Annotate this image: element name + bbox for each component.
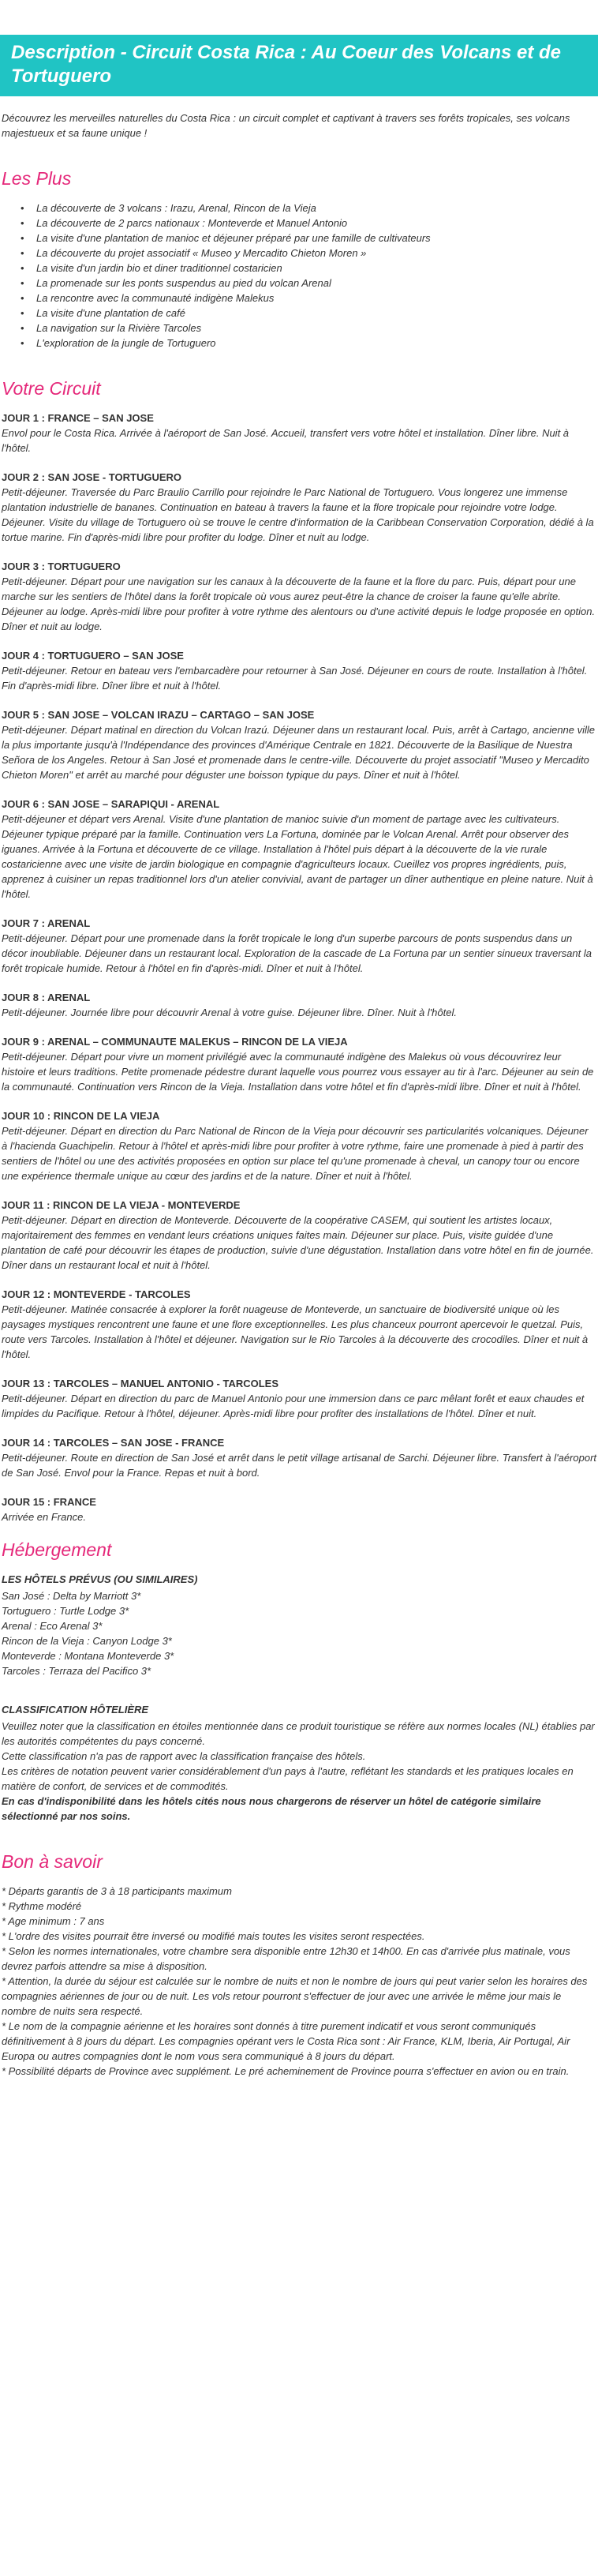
les-plus-item <box>21 276 596 291</box>
itinerary-day <box>2 411 596 456</box>
bon-a-savoir-list <box>2 1884 596 2079</box>
bullet-icon: • <box>21 292 24 304</box>
hotel-item: San José : Delta by Marriott 3* <box>2 1590 141 1602</box>
section-bon-a-savoir <box>2 1850 596 2079</box>
hotel-item: Tortuguero : Turtle Lodge 3* <box>2 1605 129 1617</box>
bullet-icon: • <box>21 337 24 349</box>
day-title: JOUR 9 : ARENAL – COMMUNAUTE MALEKUS – RINCON DE LA VIEJA <box>2 1036 348 1048</box>
itinerary-day <box>2 1287 596 1362</box>
day-description: Petit-déjeuner. Matinée consacrée à explorer la forêt nuageuse de Monteverde, un sanctuaire de biodiversité unique où les paysages mystiques rencontrent une faune et une flore exceptionnelles. Les plus chanceux pourront apercevoir le quetzal. Puis, route vers Tarcoles. Installation à l'hôtel et déjeuner. Navigation sur le Rio Tarcoles à la découverte des crocodiles. Dîner et nuit à l'hôtel. <box>2 1303 589 1360</box>
classification-heading: CLASSIFICATION HÔTELIÈRE <box>2 1704 149 1715</box>
classification-line: Veuillez noter que la classification en étoiles mentionnée dans ce produit touristique se réfère aux normes locales (NL) établies par les autorités compétentes du pays concerné. <box>2 1720 595 1747</box>
classification-line: Les critères de notation peuvent varier considérablement d'un pays à l'autre, reflétant les standards et les pratiques locales en matière de confort, de services et de commodités. <box>2 1765 574 1792</box>
les-plus-item <box>21 216 596 231</box>
section-heading-bon-a-savoir: Bon à savoir <box>2 1851 103 1872</box>
bon-a-savoir-item: * L'ordre des visites pourrait être inversé ou modifié mais toutes les visites seront respectées. <box>2 1930 425 1942</box>
day-description: Envol pour le Costa Rica. Arrivée à l'aéroport de San José. Accueil, transfert vers votre hôtel et installation. Dîner libre. Nuit à l'hôtel. <box>2 427 570 454</box>
itinerary-day <box>2 559 596 634</box>
hotel-item: Monteverde : Montana Monteverde 3* <box>2 1650 174 1662</box>
day-description: Petit-déjeuner. Journée libre pour découvrir Arenal à votre guise. Déjeuner libre. Dîner. Nuit à l'hôtel. <box>2 1007 457 1018</box>
bullet-icon: • <box>21 232 24 244</box>
les-plus-item-text: L'exploration de la jungle de Tortuguero <box>36 337 216 349</box>
les-plus-item-text: La rencontre avec la communauté indigène Malekus <box>36 292 275 304</box>
les-plus-item-text: La visite d'une plantation de café <box>36 307 185 319</box>
day-description: Petit-déjeuner. Départ pour une navigation sur les canaux à la découverte de la faune et la flore du parc. Puis, départ pour une marche sur les sentiers de l'hôtel dans la forêt tropicale où vous aurez peut-être la chance de croiser la faune qu'elle abrite. Déjeuner au lodge. Après-midi libre pour profiter à votre rythme des alentours ou d'une activité depuis le lodge proposée en option. Dîner et nuit au lodge. <box>2 576 596 632</box>
bon-a-savoir-item: * Possibilité départs de Province avec supplément. Le pré acheminement de Province pourra s'effectuer en avion ou en train. <box>2 2065 570 2077</box>
bullet-icon: • <box>21 322 24 334</box>
day-description: Petit-déjeuner. Départ en direction du Parc National de Rincon de la Vieja pour découvrir ses particularités volcaniques. Déjeuner à l'hacienda Guachipelin. Retour à l'hôtel et après-midi libre pour profiter à votre rythme, faire une promenade à pied à partir des sentiers de l'hôtel ou une des activités proposées en option sur place tel qu'une promenade à cheval, un canopy tour ou encore une expérience thermale unique au cœur des jardins et de la nature. Dîner et nuit à l'hôtel. <box>2 1125 589 1182</box>
page-title-banner <box>0 35 598 96</box>
day-title: JOUR 2 : SAN JOSE - TORTUGUERO <box>2 471 182 483</box>
bon-a-savoir-item: * Age minimum : 7 ans <box>2 1915 105 1927</box>
les-plus-item-text: La découverte de 2 parcs nationaux : Monteverde et Manuel Antonio <box>36 217 348 229</box>
les-plus-item <box>21 321 596 336</box>
hotel-item: Tarcoles : Terraza del Pacifico 3* <box>2 1665 151 1677</box>
day-title: JOUR 10 : RINCON DE LA VIEJA <box>2 1110 160 1122</box>
les-plus-item-text: La visite d'un jardin bio et diner traditionnel costaricien <box>36 262 282 274</box>
bullet-icon: • <box>21 217 24 229</box>
section-hebergement <box>2 1539 596 1824</box>
day-title: JOUR 8 : ARENAL <box>2 992 91 1003</box>
day-title: JOUR 4 : TORTUGUERO – SAN JOSE <box>2 650 184 662</box>
les-plus-item-text: La découverte du projet associatif « Museo y Mercadito Chieton Moren » <box>36 247 367 259</box>
day-title: JOUR 1 : FRANCE – SAN JOSE <box>2 412 154 424</box>
itinerary-day <box>2 990 596 1020</box>
les-plus-item <box>21 336 596 351</box>
day-title: JOUR 7 : ARENAL <box>2 917 91 929</box>
bon-a-savoir-item: * Départs garantis de 3 à 18 participants maximum <box>2 1885 232 1897</box>
section-heading-hebergement: Hébergement <box>2 1539 112 1560</box>
itinerary-day <box>2 1376 596 1421</box>
les-plus-item <box>21 261 596 276</box>
day-title: JOUR 12 : MONTEVERDE - TARCOLES <box>2 1288 191 1300</box>
section-les-plus <box>2 167 596 351</box>
bon-a-savoir-item: * Le nom de la compagnie aérienne et les horaires sont donnés à titre purement indicatif et vous seront communiqués définitivement à 8 jours du départ. Les compagnies opérant vers le Costa Rica sont : Air France, KLM, Iberia, Air Portugal, Air Europa ou autres compagnies dont le nom vous sera communiqué à 8 jours du départ. <box>2 2020 570 2062</box>
itinerary-day <box>2 797 596 902</box>
les-plus-list <box>21 201 596 351</box>
itinerary-day <box>2 1034 596 1094</box>
hotel-item: Arenal : Eco Arenal 3* <box>2 1620 103 1632</box>
day-title: JOUR 3 : TORTUGUERO <box>2 561 121 572</box>
itinerary-day <box>2 1494 596 1524</box>
hotels-list <box>2 1588 596 1678</box>
intro-text: Découvrez les merveilles naturelles du Costa Rica : un circuit complet et captivant à travers ses forêts tropicales, ses volcans majestueux et sa faune unique ! <box>2 112 570 139</box>
classification-line: Cette classification n'a pas de rapport avec la classification française des hôtels. <box>2 1750 366 1762</box>
day-description: Petit-déjeuner. Départ matinal en direction du Volcan Irazú. Déjeuner dans un restaurant local. Puis, arrêt à Cartago, ancienne ville la plus importante jusqu'à l'Indépendance des provinces d'Amérique Centrale en 1821. Découverte de la Basilique de Nuestra Señora de los Angeles. Retour à San José et promenade dans le centre-ville. Découverte du projet associatif "Museo y Mercadito Chieton Moren" et arrêt au marché pour déguster une boisson typique du pays. Dîner et nuit à l'hôtel. <box>2 724 596 781</box>
itinerary-day <box>2 1108 596 1183</box>
les-plus-item <box>21 201 596 216</box>
page-title: Description - Circuit Costa Rica : Au Coeur des Volcans et de Tortuguero <box>11 42 562 87</box>
day-title: JOUR 5 : SAN JOSE – VOLCAN IRAZU – CARTAGO – SAN JOSE <box>2 709 315 721</box>
les-plus-item <box>21 231 596 246</box>
les-plus-item <box>21 291 596 306</box>
day-description: Petit-déjeuner. Départ en direction du parc de Manuel Antonio pour une immersion dans ce parc mêlant forêt et eaux chaudes et limpides du Pacifique. Retour à l'hôtel, déjeuner. Après-midi libre pour profiter des installations de l'hôtel. Dîner et nuit. <box>2 1393 585 1419</box>
day-description: Petit-déjeuner. Route en direction de San José et arrêt dans le petit village artisanal de Sarchi. Déjeuner libre. Transfert à l'aéroport de San José. Envol pour la France. Repas et nuit à bord. <box>2 1452 597 1479</box>
itinerary-day <box>2 1435 596 1480</box>
bottom-spacer <box>2 2079 596 2094</box>
day-title: JOUR 6 : SAN JOSE – SARAPIQUI - ARENAL <box>2 798 220 810</box>
itinerary-day <box>2 648 596 693</box>
classification-block <box>2 1702 596 1824</box>
bullet-icon: • <box>21 202 24 214</box>
day-description: Petit-déjeuner. Retour en bateau vers l'embarcadère pour retourner à San José. Déjeuner en cours de route. Installation à l'hôtel. Fin d'après-midi libre. Dîner libre et nuit à l'hôtel. <box>2 665 588 692</box>
itinerary-day <box>2 707 596 782</box>
bon-a-savoir-item: * Selon les normes internationales, votre chambre sera disponible entre 12h30 et 14h00. En cas d'arrivée plus matinale, vous devrez parfois attendre sa mise à disposition. <box>2 1945 570 1972</box>
main-content <box>0 111 598 2094</box>
les-plus-item-text: La découverte de 3 volcans : Irazu, Arenal, Rincon de la Vieja <box>36 202 316 214</box>
day-description: Petit-déjeuner. Départ pour vivre un moment privilégié avec la communauté indigène des Malekus où vous découvrirez leur histoire et leurs traditions. Petite promenade pédestre durant laquelle vous pourrez vous essayer au tir à l'arc. Déjeuner au sein de la communauté. Continuation vers Rincon de la Vieja. Installation dans votre hôtel et fin d'après-midi libre. Dîner et nuit à l'hôtel. <box>2 1051 594 1093</box>
bon-a-savoir-item: * Rythme modéré <box>2 1900 82 1912</box>
day-description: Petit-déjeuner. Départ pour une promenade dans la forêt tropicale le long d'un superbe parcours de ponts suspendus dans un décor inoubliable. Déjeuner dans un restaurant local. Exploration de la cascade de La Fortuna par un sentier sinueux traversant la forêt tropicale humide. Retour à l'hôtel en fin d'après-midi. Dîner et nuit à l'hôtel. <box>2 932 592 974</box>
bullet-icon: • <box>21 307 24 319</box>
bon-a-savoir-item: * Attention, la durée du séjour est calculée sur le nombre de nuits et non le nombre de jours qui peut varier selon les horaires des compagnies aériennes de jour ou de nuit. Les vols retour pourront s'effectuer de jour avec une arrivée le même jour mais le nombre de nuits sera respecté. <box>2 1975 588 2017</box>
itinerary-days <box>2 411 596 1524</box>
les-plus-item-text: La navigation sur la Rivière Tarcoles <box>36 322 202 334</box>
day-description: Petit-déjeuner et départ vers Arenal. Visite d'une plantation de manioc suivie d'un moment de partage avec les cultivateurs. Déjeuner typique préparé par la famille. Continuation vers La Fortuna, dominée par le Volcan Arenal. Arrêt pour observer des iguanes. Arrivée à la Fortuna et découverte de ce village. Installation à l'hôtel puis départ à la découverte de la vie rurale costaricienne avec une visite de jardin biologique en compagnie d'agriculteurs locaux. Cueillez vos propres ingrédients, puis, apprenez à cuisiner un repas traditionnel lors d'un atelier convivial, avant de partager un dîner authentique en pleine nature. Nuit à l'hôtel. <box>2 813 593 900</box>
day-title: JOUR 14 : TARCOLES – SAN JOSE - FRANCE <box>2 1437 225 1449</box>
bullet-icon: • <box>21 277 24 289</box>
les-plus-item <box>21 246 596 261</box>
day-description: Petit-déjeuner. Traversée du Parc Braulio Carrillo pour rejoindre le Parc National de Tortuguero. Vous longerez une immense plantation industrielle de bananes. Continuation en bateau à travers la faune et la flore tropicale pour rejoindre votre lodge. Déjeuner. Visite du village de Tortuguero où se trouve le centre d'information de la Caribbean Conservation Corporation, dédié à la tortue marine. Fin d'après-midi libre pour profiter du lodge. Dîner et nuit au lodge. <box>2 486 594 543</box>
day-description: Arrivée en France. <box>2 1511 86 1523</box>
bullet-icon: • <box>21 262 24 274</box>
itinerary-day <box>2 916 596 976</box>
hotels-subheading: LES HÔTELS PRÉVUS (OU SIMILAIRES) <box>2 1573 198 1585</box>
section-heading-votre-circuit: Votre Circuit <box>2 378 101 399</box>
les-plus-item <box>21 306 596 321</box>
section-heading-les-plus: Les Plus <box>2 168 72 189</box>
day-title: JOUR 13 : TARCOLES – MANUEL ANTONIO - TARCOLES <box>2 1378 279 1389</box>
bullet-icon: • <box>21 247 24 259</box>
day-title: JOUR 11 : RINCON DE LA VIEJA - MONTEVERDE <box>2 1199 241 1211</box>
itinerary-day <box>2 1198 596 1273</box>
day-title: JOUR 15 : FRANCE <box>2 1496 96 1508</box>
classification-note: En cas d'indisponibilité dans les hôtels cités nous nous chargerons de réserver un hôtel de catégorie similaire sélectionné par nos soins. <box>2 1795 541 1822</box>
hotel-item: Rincon de la Vieja : Canyon Lodge 3* <box>2 1635 172 1647</box>
day-description: Petit-déjeuner. Départ en direction de Monteverde. Découverte de la coopérative CASEM, qui soutient les artistes locaux, majoritairement des femmes en vendant leurs créations uniques faites main. Déjeuner sur place. Puis, visite guidée d'une plantation de café pour découvrir les étapes de production, suivie d'une dégustation. Installation dans votre hôtel en fin de journée. Dîner dans un restaurant local et nuit à l'hôtel. <box>2 1214 594 1271</box>
les-plus-item-text: La promenade sur les ponts suspendus au pied du volcan Arenal <box>36 277 331 289</box>
section-votre-circuit <box>2 377 596 1524</box>
itinerary-day <box>2 470 596 545</box>
classification-lines <box>2 1719 596 1794</box>
les-plus-item-text: La visite d'une plantation de manioc et déjeuner préparé par une famille de cultivateurs <box>36 232 431 244</box>
